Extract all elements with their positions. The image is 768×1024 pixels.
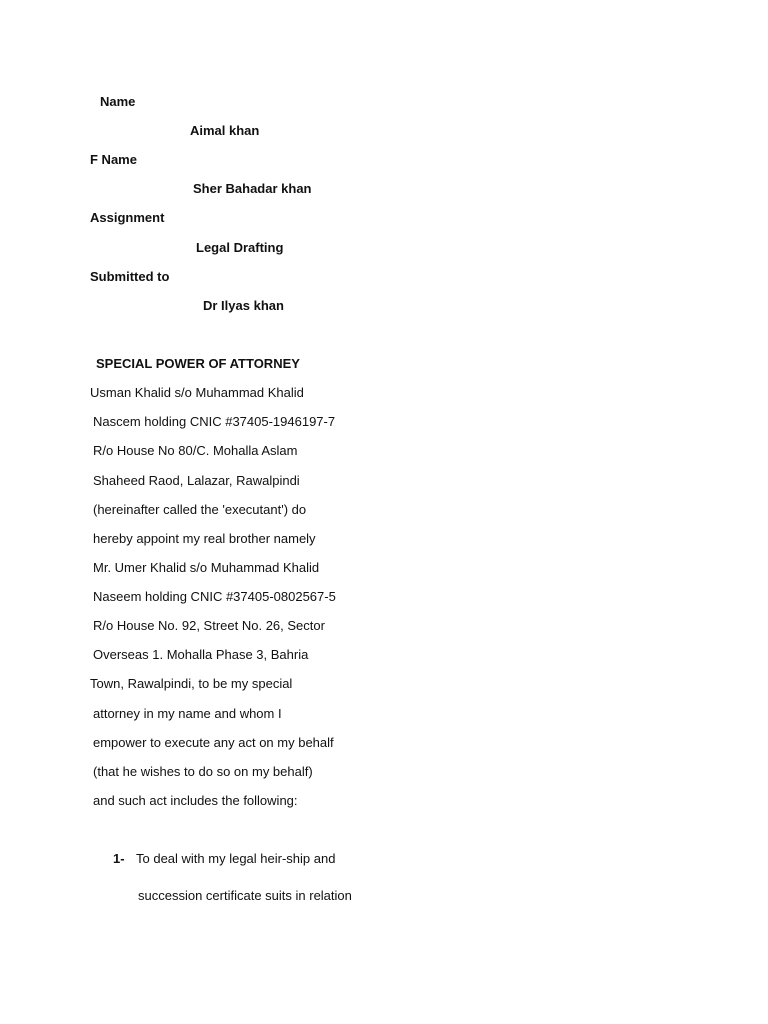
body-line: hereby appoint my real brother namely: [93, 531, 316, 546]
list-item-text: succession certificate suits in relation: [138, 888, 352, 903]
father-name-label: F Name: [90, 152, 137, 167]
list-item-number: 1-: [113, 851, 125, 866]
body-line: Nascem holding CNIC #37405-1946197-7: [93, 414, 336, 429]
body-line: empower to execute any act on my behalf: [93, 735, 334, 750]
body-line: Naseem holding CNIC #37405-0802567-5: [93, 589, 336, 604]
body-line: Overseas 1. Mohalla Phase 3, Bahria: [93, 647, 309, 662]
body-line: (hereinafter called the 'executant') do: [93, 502, 307, 517]
body-line: Shaheed Raod, Lalazar, Rawalpindi: [93, 473, 300, 488]
body-line: (that he wishes to do so on my behalf): [93, 764, 313, 779]
body-line: R/o House No. 92, Street No. 26, Sector: [93, 618, 325, 633]
list-item-text: To deal with my legal heir-ship and: [136, 851, 336, 866]
body-line: Town, Rawalpindi, to be my special: [90, 676, 293, 691]
assignment-value: Legal Drafting: [196, 240, 284, 255]
body-line: Mr. Umer Khalid s/o Muhammad Khalid: [93, 560, 320, 575]
document-title: SPECIAL POWER OF ATTORNEY: [96, 356, 300, 371]
body-line: Usman Khalid s/o Muhammad Khalid: [90, 385, 304, 400]
submitted-to-value: Dr Ilyas khan: [203, 298, 284, 313]
name-label: Name: [100, 94, 136, 109]
name-value: Aimal khan: [190, 123, 260, 138]
body-line: R/o House No 80/C. Mohalla Aslam: [93, 443, 298, 458]
body-line: attorney in my name and whom I: [93, 706, 282, 721]
submitted-to-label: Submitted to: [90, 269, 170, 284]
body-line: and such act includes the following:: [93, 793, 298, 808]
father-name-value: Sher Bahadar khan: [193, 181, 312, 196]
assignment-label: Assignment: [90, 210, 165, 225]
